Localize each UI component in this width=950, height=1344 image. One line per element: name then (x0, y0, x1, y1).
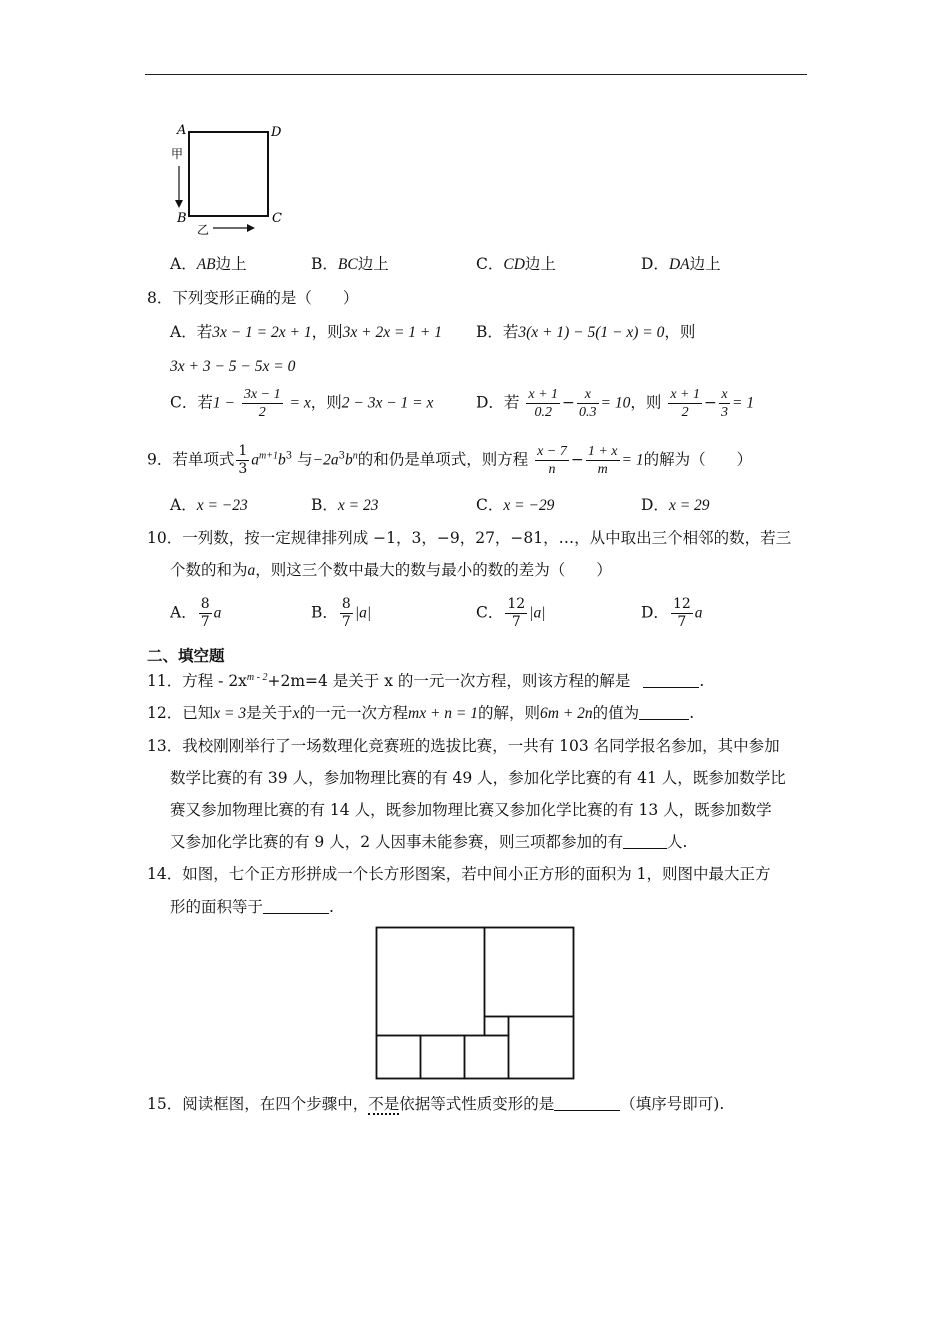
label-jia: 甲 (171, 147, 184, 161)
fraction: $\frac{8}{7}$ (341, 596, 351, 630)
q8-option-c: C．若1 − $\frac{3x - 1}{2}$ = x，则2 − 3x − 1 = x (170, 387, 434, 420)
label-b: B (177, 211, 187, 226)
q8-option-a: A．若3x − 1 = 2x + 1，则3x + 2x = 1 + 1 (170, 323, 442, 341)
q9-stem: 9．若单项式 $\frac{1}{3}$ $a^{m+1}b^3$ 与$-2a^3b^n$的和仍是单项式，则方程 $\frac{x - 7}{n}$ − $\frac{1 + x}{m}$ = 1的解为（ ） (147, 443, 753, 477)
q13-line4: 又参加化学比赛的有 9 人，2 人因事未能参赛，则三项都参加的有 人. (170, 833, 688, 851)
answer-blank (639, 705, 689, 720)
square-abcd (189, 132, 268, 216)
q14-line2: 形的面积等于 . (170, 898, 334, 916)
outer-rectangle (377, 928, 574, 1079)
q10-line1: 10．一列数，按一定规律排列成 −1，3，−9，27，−81，…，从中取出三个相邻的数，若三 (147, 529, 792, 547)
label-yi: 乙 (197, 223, 210, 237)
square-right-lower (509, 1017, 574, 1079)
fraction: $\frac{x - 7}{n}$ (537, 444, 567, 477)
q13-line3: 赛又参加物理比赛的有 14 人，既参加物理比赛又参加化学比赛的有 13 人，既参加数学 (170, 801, 772, 819)
q7-option-c: C．CD边上 (476, 255, 556, 273)
answer-blank (643, 673, 699, 688)
section-title: 二、填空题 (147, 646, 225, 665)
q14-line1: 14．如图，七个正方形拼成一个长方形图案，若中间小正方形的面积为 1，则图中最大正方 (147, 865, 771, 883)
fraction: $\frac{1}{3}$ (238, 443, 248, 477)
q10-option-d: D． $\frac{12}{7}$ a (641, 596, 703, 630)
q8-stem: 8．下列变形正确的是（ ） (147, 289, 359, 307)
q8-option-d: D．若 $\frac{x + 1}{0.2}$ − $\frac{x}{0.3}$ = 10，则 $\frac{x + 1}{2}$ − $\frac{x}{3}$ = 1 (476, 387, 755, 420)
answer-blank (623, 834, 667, 849)
q9-option-d: D．x = 29 (641, 496, 710, 514)
q11: 11．方程 - $2x^{m - 2}+2m=4$ 是关于 x 的一元一次方程，则该方程的解是 . (147, 672, 705, 690)
q9-option-c: C．x = −29 (476, 496, 555, 514)
q10-option-c: C． $\frac{12}{7}$ |a| (476, 596, 546, 630)
q10-line2: 个数的和为a，则这三个数中最大的数与最小的数的差为（ ） (170, 561, 612, 579)
answer-blank (263, 899, 329, 914)
fraction: $\frac{12}{7}$ (672, 596, 691, 630)
square-center-small (485, 1017, 509, 1036)
q9-option-b: B．x = 23 (311, 496, 379, 514)
q7-option-a: A．AB边上 (170, 255, 247, 273)
fraction: $\frac{x}{0.3}$ (579, 387, 597, 420)
label-c: C (272, 211, 282, 226)
fraction: $\frac{1 + x}{m}$ (587, 444, 618, 477)
square-large (377, 928, 485, 1036)
q7-option-b: B．BC边上 (311, 255, 389, 273)
arrow-down-head (175, 200, 183, 208)
label-d: D (271, 125, 282, 140)
fraction: $\frac{3x - 1}{2}$ (243, 387, 281, 420)
square-top-right (485, 928, 574, 1017)
q13-line2: 数学比赛的有 39 人，参加物理比赛的有 49 人，参加化学比赛的有 41 人，既参加数学比 (170, 769, 786, 787)
q13-line1: 13．我校刚刚举行了一场数理化竞赛班的选拔比赛，一共有 103 名同学报名参加，其中参加 (147, 737, 780, 755)
arrow-right-head (247, 224, 255, 232)
q12: 12．已知x = 3是关于x的一元一次方程mx + n = 1的解，则6m + 2n的值为 . (147, 704, 695, 722)
q9-option-a: A．x = −23 (170, 496, 248, 514)
fraction: $\frac{x + 1}{2}$ (670, 387, 701, 420)
fraction: $\frac{12}{7}$ (507, 596, 526, 630)
q8-option-b-continued: 3x + 3 − 5 − 5x = 0 (170, 358, 296, 375)
q15: 15．阅读框图，在四个步骤中，不是依据等式性质变形的是 （填序号即可). (147, 1095, 725, 1113)
square-bottom-1 (377, 1036, 421, 1079)
fraction: $\frac{x}{3}$ (721, 387, 729, 420)
fraction: $\frac{8}{7}$ (200, 596, 210, 630)
square-bottom-2 (421, 1036, 465, 1079)
square-figure-q7 (165, 118, 295, 240)
emphasis-text: 不是 (368, 1095, 400, 1113)
header-rule (145, 74, 807, 75)
label-a: A (177, 123, 187, 138)
q10-option-a: A． $\frac{8}{7}$ a (170, 596, 222, 630)
q10-option-b: B． $\frac{8}{7}$ |a| (311, 596, 372, 630)
square-bottom-3 (465, 1036, 509, 1079)
answer-blank (554, 1096, 620, 1111)
q8-option-b: B．若3(x + 1) − 5(1 − x) = 0，则 (476, 323, 696, 341)
seven-squares-figure (375, 926, 575, 1082)
q7-option-d: D．DA边上 (641, 255, 721, 273)
fraction: $\frac{x + 1}{0.2}$ (528, 387, 559, 420)
